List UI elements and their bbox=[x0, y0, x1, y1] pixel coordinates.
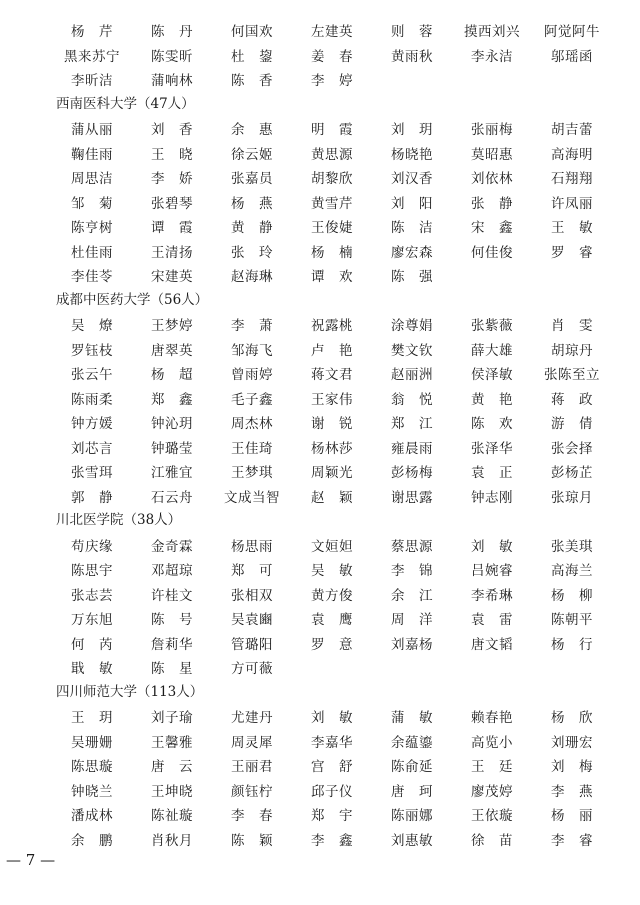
person-name: 刘芯言 bbox=[71, 440, 113, 457]
person-name: 张嘉员 bbox=[231, 171, 273, 187]
person-name: 王 玥 bbox=[71, 710, 113, 726]
person-name: 杨 楠 bbox=[311, 244, 353, 261]
person-name: 张 玲 bbox=[231, 244, 273, 261]
person-name: 唐 珂 bbox=[391, 783, 433, 800]
person-name: 蒋文君 bbox=[311, 367, 353, 383]
person-name: 杨 欣 bbox=[551, 710, 593, 726]
name-row bbox=[52, 606, 612, 630]
person-name: 王丽君 bbox=[231, 759, 273, 775]
person-name: 赖春艳 bbox=[471, 710, 513, 726]
person-name: 何佳俊 bbox=[471, 244, 513, 261]
person-name: 杨 柳 bbox=[551, 587, 593, 604]
person-name: 杨 超 bbox=[151, 367, 193, 383]
person-name: 宋 鑫 bbox=[471, 220, 513, 236]
person-name: 余 惠 bbox=[231, 122, 273, 138]
person-name: 尤建丹 bbox=[231, 710, 273, 726]
person-name: 张 静 bbox=[471, 195, 513, 212]
person-name: 摸西刘兴 bbox=[464, 24, 520, 40]
person-name: 陈思璇 bbox=[71, 759, 113, 775]
person-name: 张碧琴 bbox=[151, 195, 193, 212]
person-name: 黄雨秋 bbox=[391, 48, 433, 65]
person-name: 杨 燕 bbox=[231, 195, 273, 212]
person-name: 邹海飞 bbox=[231, 342, 273, 359]
person-name: 赵丽洲 bbox=[391, 367, 433, 383]
person-name: 则 蓉 bbox=[391, 24, 433, 40]
person-name: 黄思源 bbox=[311, 146, 353, 163]
person-name: 陈 强 bbox=[391, 269, 433, 285]
person-name: 王 敏 bbox=[551, 220, 593, 236]
person-name: 金奇霖 bbox=[151, 538, 193, 555]
name-row bbox=[52, 729, 612, 753]
person-name: 黑来苏宁 bbox=[64, 48, 120, 65]
person-name: 涂尊娟 bbox=[391, 318, 433, 334]
person-name: 郑 宇 bbox=[311, 808, 353, 824]
person-name: 郑 江 bbox=[391, 416, 433, 432]
person-name: 陈俞延 bbox=[391, 759, 433, 775]
person-name: 罗 睿 bbox=[551, 244, 593, 261]
name-row bbox=[52, 582, 612, 606]
person-name: 李 睿 bbox=[551, 832, 593, 849]
person-name: 明 霞 bbox=[311, 122, 353, 138]
person-name: 许桂文 bbox=[151, 587, 193, 604]
person-name: 袁 正 bbox=[471, 465, 513, 481]
person-name: 祝露桃 bbox=[311, 318, 353, 334]
section-header: 四川师范大学（113人） bbox=[56, 683, 204, 700]
person-name: 莫昭惠 bbox=[471, 146, 513, 163]
person-name: 何国欢 bbox=[231, 24, 273, 40]
person-name: 戢 敏 bbox=[71, 661, 113, 677]
person-name: 唐 云 bbox=[151, 759, 193, 775]
person-name: 宋建英 bbox=[151, 269, 193, 285]
person-name: 赵海琳 bbox=[231, 269, 273, 285]
person-name: 李希琳 bbox=[471, 587, 513, 604]
person-name: 杨思雨 bbox=[231, 538, 273, 555]
person-name: 高海兰 bbox=[551, 563, 593, 579]
person-name: 杜佳雨 bbox=[71, 244, 113, 261]
person-name: 廖茂婷 bbox=[471, 783, 513, 800]
person-name: 刘 玥 bbox=[391, 122, 433, 138]
name-row bbox=[52, 557, 612, 581]
person-name: 胡琼丹 bbox=[551, 342, 593, 359]
person-name: 雍晨雨 bbox=[391, 440, 433, 457]
person-name: 黄 艳 bbox=[471, 391, 513, 408]
person-name: 谭 欢 bbox=[311, 269, 353, 285]
person-name: 郑 鑫 bbox=[151, 391, 193, 408]
name-row bbox=[52, 43, 612, 67]
person-name: 蒲响林 bbox=[151, 73, 193, 89]
name-row bbox=[52, 753, 612, 777]
person-name: 王馨雅 bbox=[151, 734, 193, 751]
person-name: 袁 雷 bbox=[471, 612, 513, 628]
name-row bbox=[52, 655, 612, 679]
person-name: 刘 敏 bbox=[311, 710, 353, 726]
name-row bbox=[52, 827, 612, 851]
person-name: 廖宏森 bbox=[391, 244, 433, 261]
name-row bbox=[52, 386, 612, 410]
person-name: 钟晓兰 bbox=[71, 783, 113, 800]
person-name: 李 燕 bbox=[551, 783, 593, 800]
person-name: 吴 敏 bbox=[311, 563, 353, 579]
person-name: 颜钰柠 bbox=[231, 783, 273, 800]
person-name: 王佳琦 bbox=[231, 440, 273, 457]
person-name: 何 芮 bbox=[71, 636, 113, 653]
person-name: 王坤晓 bbox=[151, 783, 193, 800]
name-row bbox=[52, 361, 612, 385]
person-name: 李 萧 bbox=[231, 318, 273, 334]
name-row bbox=[52, 312, 612, 336]
person-name: 刘 香 bbox=[151, 122, 193, 138]
person-name: 李 春 bbox=[231, 808, 273, 824]
name-row bbox=[52, 337, 612, 361]
person-name: 徐云姬 bbox=[231, 146, 273, 163]
person-name: 吴袁豳 bbox=[231, 612, 273, 628]
person-name: 吴 燎 bbox=[71, 318, 113, 334]
person-name: 杨晓艳 bbox=[391, 146, 433, 163]
person-name: 李昕洁 bbox=[71, 73, 113, 89]
person-name: 游 倩 bbox=[551, 416, 593, 432]
person-name: 刘嘉杨 bbox=[391, 636, 433, 653]
person-name: 李永洁 bbox=[471, 48, 513, 65]
person-name: 方可薇 bbox=[231, 661, 273, 677]
person-name: 刘 敏 bbox=[471, 538, 513, 555]
person-name: 张琼月 bbox=[551, 489, 593, 506]
person-name: 王梦琪 bbox=[231, 465, 273, 481]
person-name: 赵 颖 bbox=[311, 489, 353, 506]
name-row bbox=[52, 67, 612, 91]
person-name: 黄 静 bbox=[231, 220, 273, 236]
person-name: 李佳苓 bbox=[71, 269, 113, 285]
person-name: 蔡思源 bbox=[391, 538, 433, 555]
name-row bbox=[52, 802, 612, 826]
person-name: 陈祉璇 bbox=[151, 808, 193, 824]
person-name: 郑 可 bbox=[231, 563, 273, 579]
person-name: 刘惠敏 bbox=[391, 832, 433, 849]
person-name: 余 江 bbox=[391, 587, 433, 604]
section-header: 西南医科大学（47人） bbox=[56, 95, 195, 112]
name-row bbox=[52, 239, 612, 263]
person-name: 江雅宜 bbox=[151, 465, 193, 481]
person-name: 杜 鋆 bbox=[231, 48, 273, 65]
person-name: 张雪珥 bbox=[71, 465, 113, 481]
person-name: 许凤丽 bbox=[551, 195, 593, 212]
person-name: 刘汉香 bbox=[391, 171, 433, 187]
person-name: 邱子仪 bbox=[311, 783, 353, 800]
person-name: 邓超琼 bbox=[151, 563, 193, 579]
person-name: 左建英 bbox=[311, 24, 353, 40]
person-name: 肖 雯 bbox=[551, 318, 593, 334]
person-name: 郭 静 bbox=[71, 489, 113, 506]
person-name: 陈雨柔 bbox=[71, 391, 113, 408]
person-name: 万东旭 bbox=[71, 612, 113, 628]
person-name: 吴珊姗 bbox=[71, 734, 113, 751]
person-name: 李 娇 bbox=[151, 171, 193, 187]
person-name: 陈丽娜 bbox=[391, 808, 433, 824]
person-name: 侯泽敏 bbox=[471, 367, 513, 383]
person-name: 姜 春 bbox=[311, 48, 353, 65]
person-name: 彭杨芷 bbox=[551, 465, 593, 481]
person-name: 李 锦 bbox=[391, 563, 433, 579]
person-name: 曾雨婷 bbox=[231, 367, 273, 383]
name-row bbox=[52, 116, 612, 140]
person-name: 张志芸 bbox=[71, 587, 113, 604]
person-name: 蒲从丽 bbox=[71, 122, 113, 138]
name-row bbox=[52, 18, 612, 42]
person-name: 徐 苗 bbox=[471, 832, 513, 849]
person-name: 张相双 bbox=[231, 587, 273, 604]
person-name: 石翔翔 bbox=[551, 171, 593, 187]
person-name: 苟庆缘 bbox=[71, 538, 113, 555]
person-name: 钟沁玥 bbox=[151, 416, 193, 432]
person-name: 谭 霞 bbox=[151, 220, 193, 236]
name-row bbox=[52, 190, 612, 214]
name-row bbox=[52, 631, 612, 655]
person-name: 袁 鹰 bbox=[311, 612, 353, 628]
person-name: 阿觉阿牛 bbox=[544, 24, 600, 40]
person-name: 张云午 bbox=[71, 367, 113, 383]
person-name: 陈 星 bbox=[151, 661, 193, 677]
person-name: 周思洁 bbox=[71, 171, 113, 187]
name-row bbox=[52, 141, 612, 165]
person-name: 张陈至立 bbox=[544, 367, 600, 383]
person-name: 王 晓 bbox=[151, 146, 193, 163]
person-name: 李 鑫 bbox=[311, 832, 353, 849]
person-name: 詹莉华 bbox=[151, 636, 193, 653]
person-name: 蒋 政 bbox=[551, 391, 593, 408]
person-name: 周 洋 bbox=[391, 612, 433, 628]
person-name: 陈朝平 bbox=[551, 612, 593, 628]
person-name: 肖秋月 bbox=[151, 832, 193, 849]
name-row bbox=[52, 484, 612, 508]
person-name: 文成当智 bbox=[224, 489, 280, 506]
person-name: 王清扬 bbox=[151, 244, 193, 261]
person-name: 陈 颖 bbox=[231, 832, 273, 849]
person-name: 刘珊宏 bbox=[551, 734, 593, 751]
section-header: 川北医学院（38人） bbox=[56, 512, 182, 528]
person-name: 陈亨树 bbox=[71, 220, 113, 236]
person-name: 石云舟 bbox=[151, 489, 193, 506]
person-name: 李嘉华 bbox=[311, 734, 353, 751]
name-row bbox=[52, 165, 612, 189]
person-name: 陈思宇 bbox=[71, 563, 113, 579]
person-name: 钟志刚 bbox=[471, 489, 513, 506]
person-name: 彭杨梅 bbox=[391, 465, 433, 481]
person-name: 周灵犀 bbox=[231, 734, 273, 751]
person-name: 胡吉蕾 bbox=[551, 122, 593, 138]
person-name: 宫 舒 bbox=[311, 759, 353, 775]
person-name: 周颖光 bbox=[311, 465, 353, 481]
name-row bbox=[52, 778, 612, 802]
person-name: 蒲 敏 bbox=[391, 710, 433, 726]
person-name: 高海明 bbox=[551, 146, 593, 163]
person-name: 陈 欢 bbox=[471, 416, 513, 432]
person-name: 毛子鑫 bbox=[231, 391, 273, 408]
person-name: 周杰林 bbox=[231, 416, 273, 432]
name-row bbox=[52, 214, 612, 238]
person-name: 张会择 bbox=[551, 440, 593, 457]
person-name: 钟璐莹 bbox=[151, 440, 193, 457]
person-name: 陈 洁 bbox=[391, 220, 433, 236]
person-name: 唐文韬 bbox=[471, 636, 513, 653]
name-row bbox=[52, 459, 612, 483]
person-name: 陈 丹 bbox=[151, 24, 193, 40]
name-row bbox=[52, 263, 612, 287]
person-name: 张紫薇 bbox=[471, 318, 513, 334]
person-name: 邬瑶函 bbox=[551, 48, 593, 65]
person-name: 鞠佳雨 bbox=[71, 146, 113, 163]
person-name: 余 鹏 bbox=[71, 832, 113, 849]
name-row bbox=[52, 704, 612, 728]
person-name: 杨 丽 bbox=[551, 808, 593, 824]
name-row bbox=[52, 435, 612, 459]
person-name: 管璐阳 bbox=[231, 636, 273, 653]
person-name: 谢思露 bbox=[391, 489, 433, 506]
person-name: 黄方俊 bbox=[311, 587, 353, 604]
person-name: 胡黎欣 bbox=[311, 171, 353, 187]
person-name: 刘子瑜 bbox=[151, 710, 193, 726]
person-name: 王俊婕 bbox=[311, 220, 353, 236]
person-name: 吕婉睿 bbox=[471, 563, 513, 579]
person-name: 王家伟 bbox=[311, 391, 353, 408]
person-name: 李 婷 bbox=[311, 73, 353, 89]
person-name: 罗钰枝 bbox=[71, 342, 113, 359]
person-name: 邹 菊 bbox=[71, 195, 113, 212]
person-name: 文姮妲 bbox=[311, 538, 353, 555]
person-name: 王 廷 bbox=[471, 759, 513, 775]
person-name: 罗 意 bbox=[311, 636, 353, 653]
person-name: 余蕴鎏 bbox=[391, 734, 433, 751]
page-number: — 7 — bbox=[6, 851, 56, 869]
person-name: 唐翠英 bbox=[151, 342, 193, 359]
person-name: 钟方媛 bbox=[71, 416, 113, 432]
person-name: 卢 艳 bbox=[311, 342, 353, 359]
person-name: 杨 行 bbox=[551, 636, 593, 653]
person-name: 谢 锐 bbox=[311, 416, 353, 432]
section-header: 成都中医药大学（56人） bbox=[56, 291, 209, 308]
person-name: 王依璇 bbox=[471, 808, 513, 824]
person-name: 刘 阳 bbox=[391, 195, 433, 212]
person-name: 王梦婷 bbox=[151, 318, 193, 334]
person-name: 潘成林 bbox=[71, 808, 113, 824]
person-name: 樊文钦 bbox=[391, 342, 433, 359]
person-name: 张美琪 bbox=[551, 538, 593, 555]
person-name: 杨林莎 bbox=[311, 440, 353, 457]
person-name: 刘依林 bbox=[471, 171, 513, 187]
person-name: 高览小 bbox=[471, 734, 513, 751]
person-name: 翁 悦 bbox=[391, 391, 433, 408]
person-name: 陈 香 bbox=[231, 73, 273, 89]
name-row bbox=[52, 410, 612, 434]
person-name: 陈雯昕 bbox=[151, 48, 193, 65]
person-name: 杨 芹 bbox=[71, 24, 113, 40]
person-name: 张泽华 bbox=[471, 440, 513, 457]
person-name: 刘 梅 bbox=[551, 759, 593, 775]
name-row bbox=[52, 533, 612, 557]
person-name: 薛大雄 bbox=[471, 342, 513, 359]
person-name: 黄雪芹 bbox=[311, 195, 353, 212]
person-name: 陈 号 bbox=[151, 612, 193, 628]
person-name: 张丽梅 bbox=[471, 122, 513, 138]
